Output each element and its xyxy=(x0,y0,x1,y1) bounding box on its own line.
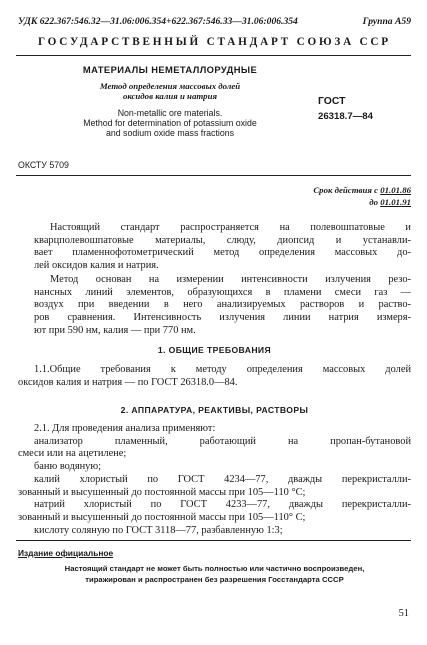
gost-label: ГОСТ xyxy=(318,96,346,107)
text-line: Настоящий стандарт распространяется на полевошпатовые и xyxy=(50,222,411,233)
validity-from xyxy=(211,184,411,196)
section-1-heading: 1. ОБЩИЕ ТРЕБОВАНИЯ xyxy=(157,345,272,355)
middle-divider xyxy=(16,175,411,176)
standard-title: МАТЕРИАЛЫ НЕМЕТАЛЛОРУДНЫЕ xyxy=(82,64,258,75)
intro-text xyxy=(18,222,411,337)
validity-from-date: 01.01.86 xyxy=(380,185,411,195)
group-code: Группа А59 xyxy=(362,16,411,27)
intro-paragraph-scope xyxy=(18,222,411,273)
validity-from-label: Срок действия с xyxy=(313,185,381,195)
title-block xyxy=(55,64,285,138)
okstu-code: ОКСТУ 5709 xyxy=(18,160,69,170)
bottom-divider xyxy=(16,540,411,541)
subtitle-ru-line: оксидов калия и натрия xyxy=(122,91,218,102)
gost-number: 26318.7—84 xyxy=(318,111,373,122)
page-number: 51 xyxy=(398,608,409,619)
standard-title-en xyxy=(55,108,285,139)
notice-line: тиражирован и распространен без разрешения Госстандарта СССР xyxy=(85,575,344,584)
udk-code: УДК 622.367:546.32—31.06:006.354+622.367:546.33—31.06:006.354 xyxy=(18,16,298,27)
text-line: кислоту соляную по ГОСТ 3118—77, разбавленную 1:3; xyxy=(34,524,283,536)
notice-line: Настоящий стандарт не может быть полностью или частично воспроизведен, xyxy=(64,564,365,573)
text-line: вает пламеннофотометрический метод определения массовых до- xyxy=(34,247,411,259)
text-line: 2.1. Для проведения анализа применяют: xyxy=(34,423,216,434)
validity-to-label: до xyxy=(369,197,381,207)
validity-to-date: 01.01.91 xyxy=(380,197,411,207)
section-2-text xyxy=(18,423,411,537)
official-edition-label: Издание официальное xyxy=(18,548,114,558)
text-line: ров сравнения. Интенсивность излучения линии натрия измеря- xyxy=(34,311,411,323)
text-line: смеси или на ацетилене; xyxy=(18,448,127,460)
standard-subtitle-ru xyxy=(55,81,285,102)
title-en-line: and sodium oxide mass fractions xyxy=(105,128,235,139)
text-line: кварцполевошпатовые материалы, слюду, диопсид и устанавли- xyxy=(34,234,411,246)
text-line: калий хлористый по ГОСТ 4234—77, дважды перекристалли- xyxy=(34,473,411,485)
text-line: оксидов калия и натрия — по ГОСТ 26318.0—84. xyxy=(18,376,238,388)
text-line: Метод основан на измерении интенсивности излучения резо- xyxy=(50,273,411,285)
text-line: зованный и высушенный до постоянной массы при 105—110° С; xyxy=(18,511,306,523)
text-line: ют при 590 нм, калия — при 770 нм. xyxy=(34,324,196,336)
text-line: 1.1.Общие требования к методу определения массовых долей xyxy=(34,364,411,375)
title-en-line: Method for determination of potassium oxide xyxy=(83,118,257,129)
intro-paragraph-method xyxy=(18,274,411,338)
text-line: нансных линий элементов, образующихся в пламени смеси газ — xyxy=(34,286,411,298)
state-standard-banner: ГОСУДАРСТВЕННЫЙ СТАНДАРТ СОЮЗА ССР xyxy=(38,36,391,48)
copyright-notice xyxy=(18,563,411,585)
header-row xyxy=(18,16,411,30)
subtitle-ru-line: Метод определения массовых долей xyxy=(99,81,241,91)
section-1-text xyxy=(18,364,411,389)
validity-to xyxy=(211,196,411,208)
text-line: натрий хлористый по ГОСТ 4233—77, дважды перекристалли- xyxy=(34,499,411,511)
validity-period xyxy=(211,184,411,208)
text-line: баню водяную; xyxy=(34,461,102,473)
gost-designation xyxy=(318,96,398,122)
title-en-line: Non-metallic ore materials. xyxy=(117,107,223,118)
text-line: зованный и высушенный до постоянной массы при 105—110 °С; xyxy=(18,486,306,498)
text-line: лей оксидов калия и натрия. xyxy=(34,260,159,272)
top-divider xyxy=(16,55,411,56)
text-line: анализатор пламенный, работающий на пропан-бутановой xyxy=(34,435,411,447)
text-line: воздух при введении в него анализируемых растворов и раство- xyxy=(34,299,411,311)
section-2-heading: 2. АППАРАТУРА, РЕАКТИВЫ, РАСТВОРЫ xyxy=(120,405,309,415)
